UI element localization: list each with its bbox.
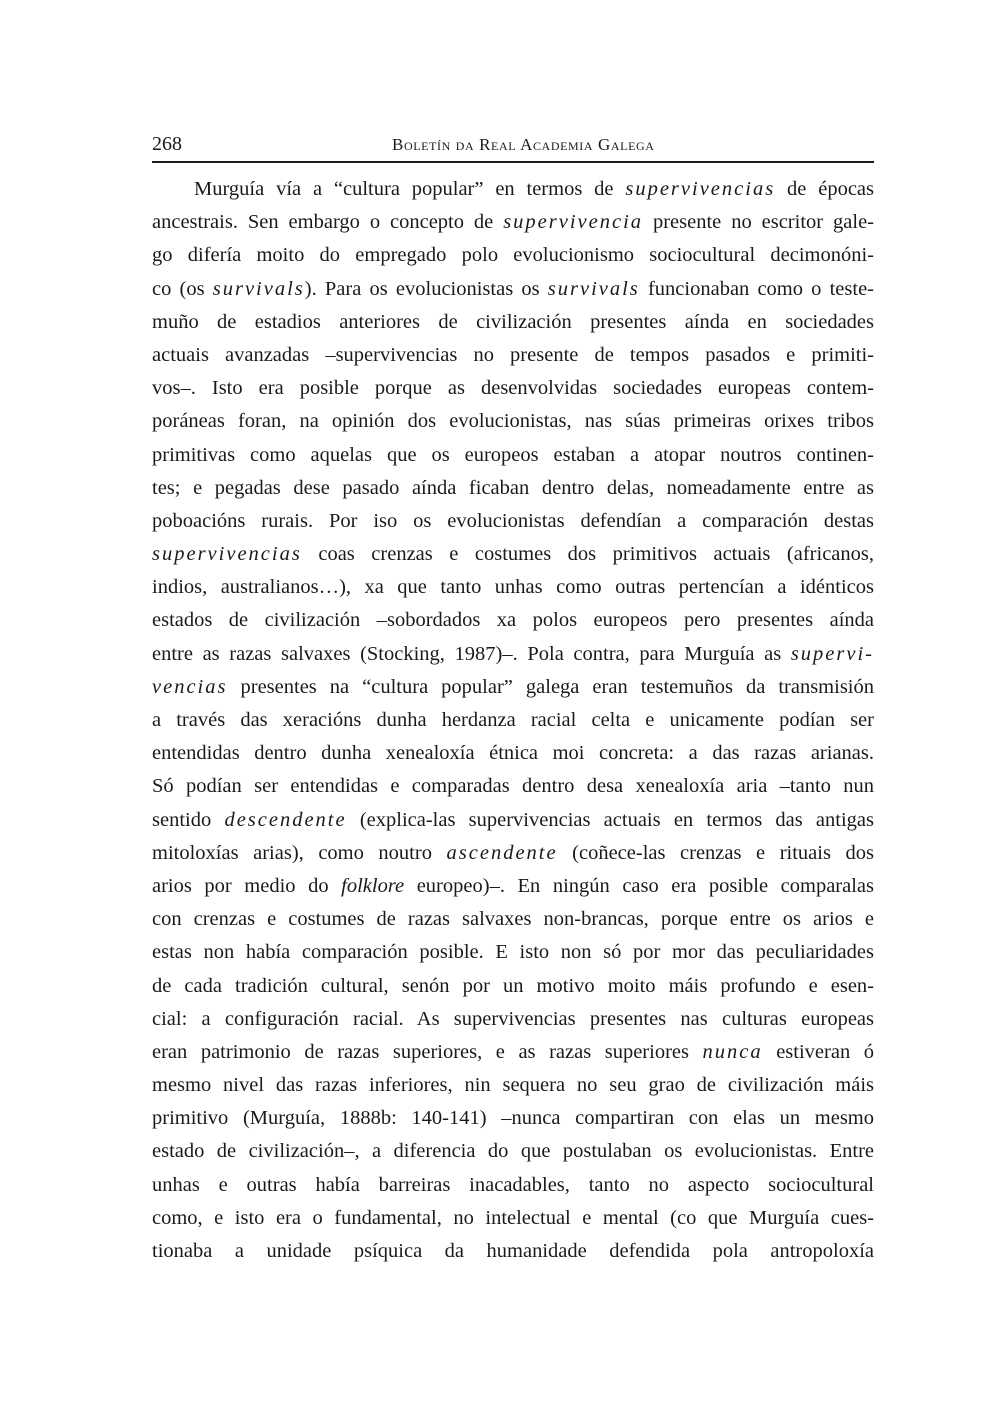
text-line: [152, 472, 874, 505]
text-line: [152, 638, 874, 671]
text-line: [152, 505, 874, 538]
text-run: Só podían ser entendidas e comparadas dentro desa xenealoxía aria –tanto nun: [152, 775, 874, 798]
text-run: mitoloxías arias), como noutro: [152, 841, 447, 864]
text-run: unhas e outras había barreiras inacadables, tanto no aspecto sociocultural: [152, 1173, 874, 1196]
running-head: Boletín da Real Academia Galega: [392, 135, 655, 154]
text-line: [152, 538, 874, 571]
text-line: [152, 339, 874, 372]
text-run: eran patrimonio de razas superiores, e as razas superiores: [152, 1040, 703, 1063]
text-run: indios, australianos…), xa que tanto unhas como outras pertencían a idénticos: [152, 576, 874, 599]
text-line: [152, 837, 874, 870]
text-line: [152, 239, 874, 272]
text-line: [152, 405, 874, 438]
text-run: go difería moito do empregado polo evolucionismo sociocultural decimonóni-: [152, 244, 874, 267]
text-line: [152, 1169, 874, 1202]
text-run: tes; e pegadas dese pasado aínda ficaban dentro delas, nomeadamente entre as: [152, 476, 874, 499]
text-run: mesmo nivel das razas inferiores, nin sequera no seu grao de civilización máis: [152, 1074, 874, 1097]
text-run: vos–. Isto era posible porque as desenvolvidas sociedades europeas contem-: [152, 377, 874, 400]
text-run: como, e isto era o fundamental, no intelectual e mental (co que Murguía cues-: [152, 1206, 874, 1229]
text-line: [152, 704, 874, 737]
text-run: (explica-las supervivencias actuais en termos das antigas: [346, 808, 874, 831]
text-run: poboacións rurais. Por iso os evolucionistas defendían a comparación destas: [152, 509, 874, 532]
emphasized-term: vencias: [152, 675, 228, 698]
text-run: de épocas: [775, 178, 874, 200]
text-run: estas non había comparación posible. E isto non só por mor das peculiaridades: [152, 941, 874, 964]
text-line: [152, 1003, 874, 1036]
text-run: coas crenzas e costumes dos primitivos actuais (africanos,: [301, 543, 874, 566]
text-run: primitivo (Murguía, 1888b: 140-141) –nunca compartiran con elas un mesmo: [152, 1107, 874, 1130]
emphasized-term: descendente: [224, 808, 347, 831]
text-line: [152, 206, 874, 239]
text-run: co (os: [152, 277, 213, 300]
text-run: ancestrais. Sen embargo o concepto de: [152, 211, 504, 234]
text-run: tionaba a unidade psíquica da humanidade defendida pola antropoloxía: [152, 1240, 874, 1262]
text-run: sentido: [152, 808, 225, 831]
header-rule: [152, 161, 874, 163]
text-line: [152, 1102, 874, 1135]
text-line: [152, 604, 874, 637]
text-run: actuais avanzadas –supervivencias no presente de tempos pasados e primiti-: [152, 343, 874, 366]
text-run: estado de civilización–, a diferencia do que postulaban os evolucionistas. Entre: [152, 1140, 874, 1163]
text-run: con crenzas e costumes de razas salvaxes non-brancas, porque entre os arios e: [152, 908, 874, 931]
emphasized-term: supervivencia: [503, 211, 644, 234]
text-line: [152, 804, 874, 837]
text-run: poráneas foran, na opinión dos evolucionistas, nas súas primeiras orixes tribos: [152, 410, 874, 433]
text-line: [152, 306, 874, 339]
emphasized-term: supervivencias: [152, 543, 302, 566]
text-line: [152, 1135, 874, 1168]
text-run: (coñece-las crenzas e rituais dos: [557, 841, 874, 864]
text-line: [152, 273, 874, 306]
text-line: [152, 372, 874, 405]
text-line: [152, 970, 874, 1003]
text-run: a través das xeracións dunha herdanza racial celta e unicamente podían ser: [152, 709, 874, 731]
text-run: europeo)–. En ningún caso era posible comparalas: [404, 874, 874, 897]
page-number: 268: [152, 133, 182, 155]
text-run: primitivas como aquelas que os europeos estaban a atopar noutros continen-: [152, 443, 874, 466]
emphasized-term: survivals: [212, 277, 305, 300]
text-run: estados de civilización –sobordados xa polos europeos pero presentes aínda: [152, 609, 874, 632]
text-run: entendidas dentro dunha xenealoxía étnica moi concreta: a das razas arianas.: [152, 742, 874, 765]
emphasized-term: supervivencias: [625, 178, 776, 200]
text-line: [152, 1069, 874, 1102]
emphasized-term: folklore: [341, 874, 405, 897]
text-line: [152, 173, 874, 206]
emphasized-term: supervi-: [790, 642, 874, 665]
text-line: [152, 770, 874, 803]
emphasized-term: survivals: [547, 277, 640, 300]
text-line: [152, 903, 874, 936]
text-run: cial: a configuración racial. As supervivencias presentes nas culturas europeas: [152, 1007, 874, 1030]
text-run: presente no escritor gale-: [643, 211, 874, 234]
text-run: arios por medio do: [152, 874, 342, 897]
text-line: [152, 439, 874, 472]
text-line: [152, 737, 874, 770]
text-run: de cada tradición cultural, senón por un motivo moito máis profundo e esen-: [152, 974, 874, 997]
text-run: estiveran ó: [762, 1040, 874, 1063]
text-run: ). Para os evolucionistas os: [304, 277, 548, 300]
body-text: [152, 173, 874, 1268]
text-run: presentes na “cultura popular” galega eran testemuños da transmisión: [227, 675, 874, 698]
text-line: [152, 571, 874, 604]
text-line: [152, 1235, 874, 1268]
text-line: [152, 870, 874, 903]
emphasized-term: ascendente: [446, 841, 558, 864]
text-line: [152, 1036, 874, 1069]
text-run: muño de estadios anteriores de civilización presentes aínda en sociedades: [152, 310, 874, 333]
page-header: [152, 128, 874, 160]
emphasized-term: nunca: [702, 1040, 763, 1063]
text-line: [152, 936, 874, 969]
text-run: Murguía vía a “cultura popular” en termos de: [194, 178, 626, 200]
text-line: [152, 1202, 874, 1235]
text-run: entre as razas salvaxes (Stocking, 1987)–. Pola contra, para Murguía as: [152, 642, 791, 665]
text-run: funcionaban como o teste-: [639, 277, 874, 300]
text-line: [152, 671, 874, 704]
